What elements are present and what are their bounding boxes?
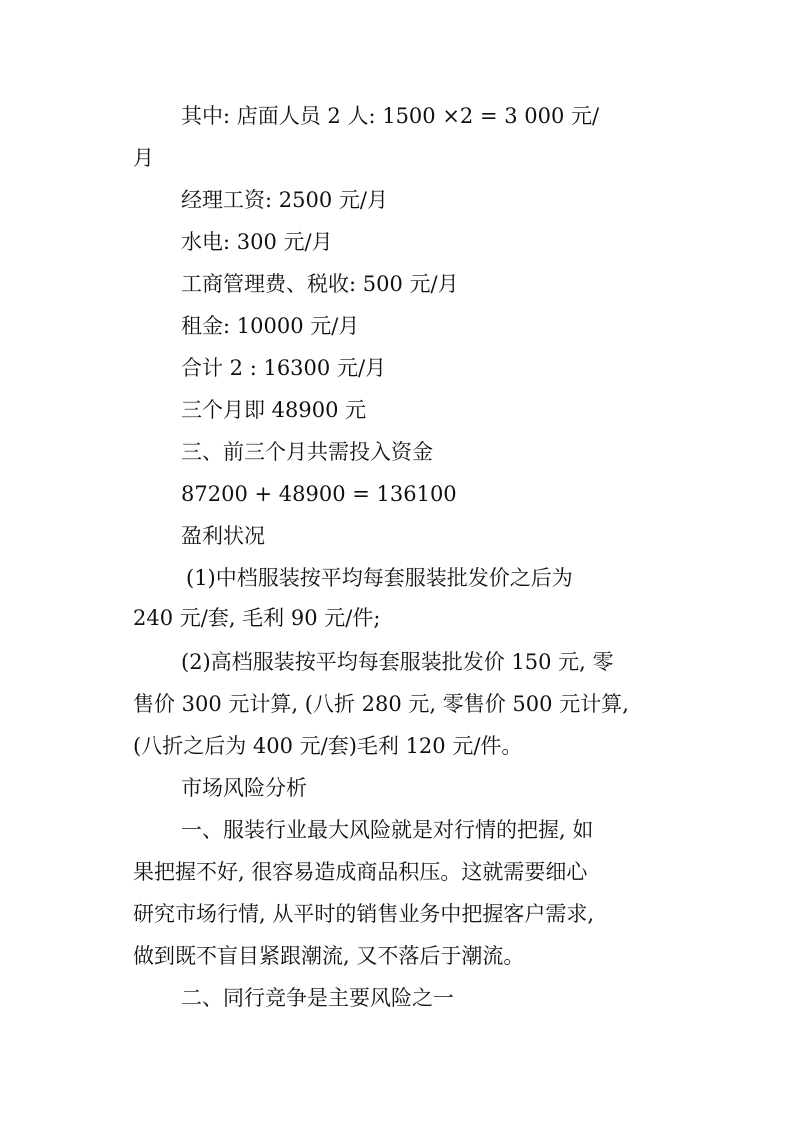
text-line-risk-1-cont-1: 果把握不好, 很容易造成商品积压。这就需要细心 [133,860,588,884]
text-line-manager-salary: 经理工资: 2500 元/月 [181,188,388,212]
text-line-rent: 租金: 10000 元/月 [181,314,360,338]
section-heading-risk: 市场风险分析 [181,776,307,800]
text-line-high-end-cont-2: (八折之后为 400 元/套)毛利 120 元/件。 [133,734,523,758]
text-line-staff-cost-cont: 月 [133,146,154,170]
section-heading-investment: 三、前三个月共需投入资金 [181,440,433,464]
text-line-total-2: 合计 2 : 16300 元/月 [181,356,387,380]
text-line-utilities: 水电: 300 元/月 [181,230,333,254]
text-line-admin-tax: 工商管理费、税收: 500 元/月 [181,272,459,296]
text-line-risk-1: 一、服装行业最大风险就是对行情的把握, 如 [181,818,594,842]
text-line-mid-range-cont: 240 元/套, 毛利 90 元/件; [133,606,381,630]
text-line-risk-2: 二、同行竞争是主要风险之一 [181,986,454,1010]
text-line-risk-1-cont-3: 做到既不盲目紧跟潮流, 又不落后于潮流。 [133,944,525,968]
section-heading-profit: 盈利状况 [181,524,265,548]
text-line-mid-range: (1)中档服装按平均每套服装批发价之后为 [186,566,573,590]
text-line-investment-sum: 87200 + 48900 = 136100 [181,482,457,506]
text-line-risk-1-cont-2: 研究市场行情, 从平时的销售业务中把握客户需求, [133,902,595,926]
text-line-staff-cost: 其中: 店面人员 2 人: 1500 ×2 = 3 000 元/ [181,104,600,128]
text-line-high-end-cont-1: 售价 300 元计算, (八折 280 元, 零售价 500 元计算, [133,692,629,716]
text-line-three-months: 三个月即 48900 元 [181,398,367,422]
text-line-high-end: (2)高档服装按平均每套服装批发价 150 元, 零 [181,650,614,674]
